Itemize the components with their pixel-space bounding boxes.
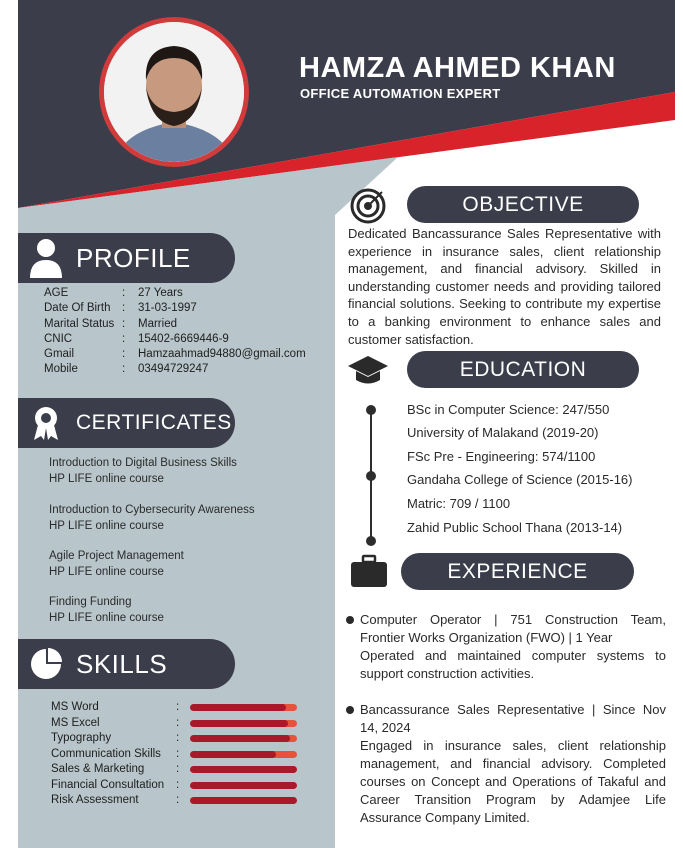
profile-sep: : — [122, 332, 126, 345]
skill-name: MS Excel — [51, 716, 100, 729]
profile-sep: : — [122, 317, 126, 330]
bullet-dot — [346, 706, 354, 714]
experience-item — [346, 611, 666, 683]
experience-title: EXPERIENCE — [447, 559, 588, 583]
pie-chart-icon — [24, 642, 68, 686]
certificate-issuer: HP LIFE online course — [49, 565, 164, 578]
certificate-item — [49, 549, 184, 580]
skill-bar — [190, 766, 297, 773]
certificate-issuer: HP LIFE online course — [49, 611, 164, 624]
profile-sep: : — [122, 363, 126, 376]
skill-bar-fill — [190, 782, 297, 789]
skill-row — [51, 778, 297, 794]
profile-key: Mobile — [44, 363, 78, 376]
skill-sep: : — [176, 716, 180, 729]
certificate-item — [49, 595, 164, 626]
profile-value: Hamzaahmad94880@gmail.com — [138, 348, 306, 361]
profile-key: Date Of Birth — [44, 302, 111, 315]
certificate-name: Agile Project Management — [49, 550, 184, 562]
skills-list — [51, 700, 297, 809]
skill-name: Communication Skills — [51, 747, 161, 760]
profile-value: 15402-6669446-9 — [138, 332, 229, 345]
skill-bar — [190, 735, 297, 742]
objective-title: OBJECTIVE — [462, 192, 584, 216]
profile-sep: : — [122, 302, 126, 315]
skill-row — [51, 747, 297, 763]
target-icon — [349, 187, 387, 225]
skill-sep: : — [176, 701, 180, 713]
timeline-dot — [366, 405, 376, 415]
profile-value: 27 Years — [138, 287, 183, 299]
experience-section-header — [401, 553, 634, 590]
skill-bar-fill — [190, 735, 290, 742]
skill-bar-fill — [190, 797, 297, 804]
certificate-issuer: HP LIFE online course — [49, 472, 164, 485]
skill-sep: : — [176, 763, 180, 775]
skill-row — [51, 762, 297, 778]
profile-row — [44, 332, 306, 347]
certificate-name: Introduction to Cybersecurity Awareness — [49, 504, 255, 516]
bullet-dot — [346, 616, 354, 624]
profile-row — [44, 301, 306, 316]
award-ribbon-icon — [24, 401, 68, 445]
skills-title: SKILLS — [76, 648, 168, 679]
profile-row — [44, 347, 306, 362]
skill-name: MS Word — [51, 701, 99, 713]
skill-bar-fill — [190, 720, 288, 727]
skill-sep: : — [176, 747, 180, 760]
profile-photo-frame — [99, 17, 249, 167]
education-line: Matric: 709 / 1100 — [407, 496, 511, 511]
certificates-section-header — [18, 398, 235, 448]
profile-sep: : — [122, 287, 126, 299]
experience-detail: Engaged in insurance sales, client relationship management, and financial advisory. Completed courses on Concept and Operations of Takaful and Career Transition Program by Adamjee Life Assurance Company Limited. — [360, 738, 666, 825]
profile-row — [44, 286, 306, 301]
skill-name: Typography — [51, 732, 112, 744]
skill-name: Sales & Marketing — [51, 763, 145, 775]
skill-bar — [190, 797, 297, 804]
skill-sep: : — [176, 794, 180, 806]
profile-key: AGE — [44, 287, 69, 299]
education-line: University of Malakand (2019-20) — [407, 425, 599, 440]
certificate-item — [49, 456, 237, 487]
profile-key: Marital Status — [44, 317, 115, 330]
skill-bar — [190, 704, 297, 711]
experience-detail: Operated and maintained computer systems to support construction activities. — [360, 648, 666, 681]
user-icon — [24, 236, 68, 280]
profile-value: 03494729247 — [138, 363, 209, 376]
objective-text: Dedicated Bancassurance Sales Representative with experience in insurance sales, client relationship management, and financial advisory. Skilled in understanding customer needs and providing tailored financial solutions. Seeking to contribute my expertise to a banking environment to enhance sales and customer satisfaction. — [348, 226, 661, 347]
profile-photo — [104, 22, 244, 162]
experience-item — [346, 701, 666, 827]
resume-page — [18, 0, 675, 848]
education-line: BSc in Computer Science: 247/550 — [407, 402, 610, 417]
skill-bar — [190, 782, 297, 789]
candidate-name: HAMZA AHMED KHAN — [299, 52, 616, 84]
education-title: EDUCATION — [459, 357, 587, 381]
profile-title: PROFILE — [76, 242, 191, 273]
skill-bar — [190, 720, 297, 727]
certificate-name: Introduction to Digital Business Skills — [49, 457, 237, 469]
education-line: Gandaha College of Science (2015-16) — [407, 472, 633, 487]
profile-value: 31-03-1997 — [138, 302, 197, 315]
profile-section-header — [18, 233, 235, 283]
skill-sep: : — [176, 732, 180, 744]
skill-row — [51, 700, 297, 716]
experience-heading: Computer Operator | 751 Construction Team, Frontier Works Organization (FWO) | 1 Year — [360, 612, 666, 645]
profile-value: Married — [138, 317, 177, 330]
profile-sep: : — [122, 348, 126, 361]
experience-heading: Bancassurance Sales Representative | Since Nov 14, 2024 — [360, 702, 666, 735]
briefcase-icon — [349, 553, 389, 589]
education-line: FSc Pre - Engineering: 574/1100 — [407, 449, 596, 464]
timeline-dot — [366, 536, 376, 546]
candidate-role: OFFICE AUTOMATION EXPERT — [300, 86, 501, 101]
skills-section-header — [18, 639, 235, 689]
objective-section-header — [407, 186, 639, 223]
skill-sep: : — [176, 778, 180, 791]
profile-key: Gmail — [44, 348, 75, 361]
skill-bar-fill — [190, 751, 276, 758]
certificate-name: Finding Funding — [49, 596, 132, 608]
certificate-item — [49, 503, 255, 534]
skill-name: Risk Assessment — [51, 794, 139, 806]
certificate-issuer: HP LIFE online course — [49, 519, 164, 532]
graduation-cap-icon — [347, 353, 389, 389]
skill-bar-fill — [190, 704, 286, 711]
profile-key: CNIC — [44, 332, 73, 345]
skill-row — [51, 731, 297, 747]
timeline-dot — [366, 471, 376, 481]
profile-details — [44, 286, 306, 378]
skill-name: Financial Consultation — [51, 778, 165, 791]
skill-row — [51, 716, 297, 732]
education-section-header — [407, 351, 639, 388]
profile-row — [44, 362, 306, 377]
skill-bar-fill — [190, 766, 297, 773]
skill-row — [51, 793, 297, 809]
education-line: Zahid Public School Thana (2013-14) — [407, 520, 623, 535]
skill-bar — [190, 751, 297, 758]
certificates-title: CERTIFICATES — [76, 411, 232, 434]
profile-row — [44, 317, 306, 332]
